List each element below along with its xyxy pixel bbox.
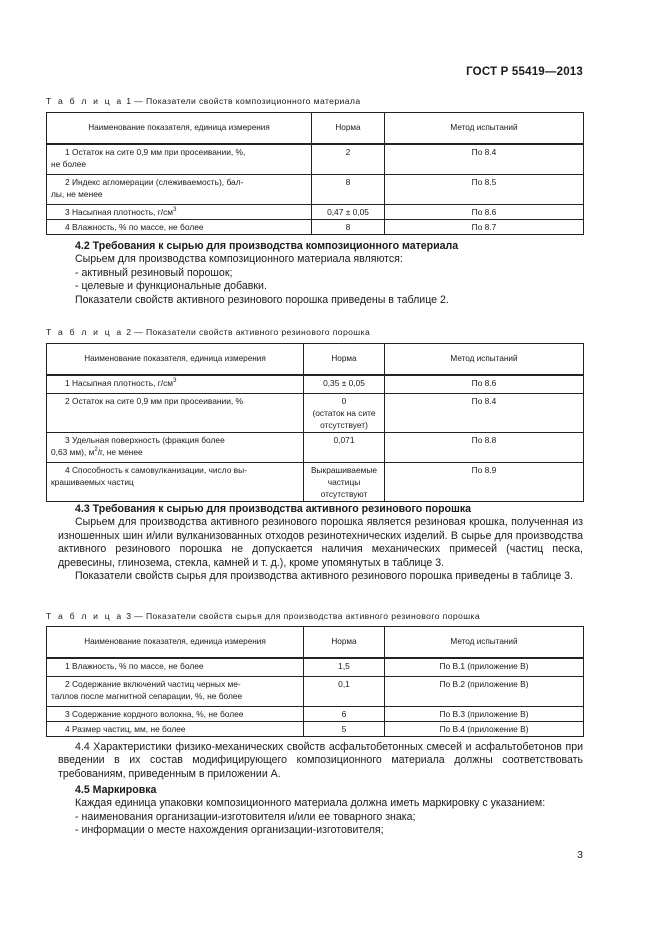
cell-name: 1 Влажность, % по массе, не более	[47, 658, 304, 676]
list-item: - активный резиновый порошок;	[75, 266, 233, 279]
section-heading: 4.2 Требования к сырью для производства композиционного материала	[75, 240, 459, 252]
section-4-2	[75, 240, 583, 307]
table-2-caption	[46, 327, 370, 337]
table-caption-text: 3 — Показатели свойств сырья для производства активного резинового порошка	[126, 611, 481, 621]
table-row	[47, 219, 584, 234]
column-header-norm: Норма	[304, 344, 385, 376]
cell-norm: 2	[312, 144, 385, 174]
table-header-row	[47, 344, 584, 376]
table-header-row	[47, 627, 584, 659]
cell-norm: 1,5	[304, 658, 385, 676]
cell-name: 3 Содержание кордного волокна, %, не более	[47, 706, 304, 721]
paragraph: Сырьем для производства активного резинового порошка является резиновая крошка, полученная из изношенных шин и/или вулканизованных отходов резинотехнических изделий. В сырье для производства активного резинового порошка не допускается наличия механических примесей (частиц песка, древесины, глинозема, стекла, камней и т. д.), кроме упомянутых в таблице 3.	[58, 516, 583, 569]
cell-method: По В.1 (приложение В)	[385, 658, 584, 676]
table-caption-text: 2 — Показатели свойств активного резинового порошка	[126, 327, 371, 337]
cell-name: 4 Влажность, % по массе, не более	[47, 219, 312, 234]
cell-method: По В.3 (приложение В)	[385, 706, 584, 721]
section-4-3	[58, 503, 583, 583]
section-4-4	[58, 741, 583, 781]
column-header-name: Наименование показателя, единица измерения	[47, 113, 312, 145]
paragraph-line: Сырьем для производства композиционного материала являются:	[75, 253, 403, 266]
table-row	[47, 432, 584, 462]
table-row	[47, 393, 584, 432]
document-id-header: ГОСТ Р 55419—2013	[466, 66, 583, 78]
list-item: - целевые и функциональные добавки.	[75, 280, 267, 293]
section-heading: 4.3 Требования к сырью для производства активного резинового порошка	[75, 503, 472, 515]
table-3	[46, 626, 584, 737]
column-header-norm: Норма	[304, 627, 385, 659]
table-row	[47, 706, 584, 721]
cell-norm: 0,071	[304, 432, 385, 462]
table-header-row	[47, 113, 584, 145]
column-header-name: Наименование показателя, единица измерения	[47, 344, 304, 376]
table-row	[47, 462, 584, 501]
paragraph-line: Каждая единица упаковки композиционного материала должна иметь маркировку с указанием:	[75, 797, 546, 810]
table-row	[47, 144, 584, 174]
cell-norm: 0,47 ± 0,05	[312, 204, 385, 219]
cell-name: 2 Остаток на сите 0,9 мм при просеивании, %	[47, 393, 304, 432]
table-row	[47, 204, 584, 219]
cell-name: 1 Насыпная плотность, $г/см^3$	[47, 375, 304, 393]
table-caption-prefix: Т а б л и ц а	[46, 96, 124, 106]
cell-method: По 8.7	[385, 219, 584, 234]
cell-norm: 0,1	[304, 676, 385, 706]
cell-name: 1 Остаток на сите 0,9 мм при просеивании, %, не более	[47, 144, 312, 174]
cell-norm: Выкрашиваемые частицы отсутствуют	[304, 462, 385, 501]
table-row	[47, 721, 584, 736]
cell-method: По 8.6	[385, 375, 584, 393]
cell-norm: 6	[304, 706, 385, 721]
table-caption-prefix: Т а б л и ц а	[46, 611, 124, 621]
cell-name: 2 Индекс агломерации (слеживаемость), бал- лы, не менее	[47, 174, 312, 204]
column-header-name: Наименование показателя, единица измерения	[47, 627, 304, 659]
paragraph: 4.4 Характеристики физико-механических свойств асфальтобетонных смесей и асфальтобетонов при введении в их состав модифицирующего композиционного материала должны соответствовать требованиям, приведенным в приложении А.	[58, 741, 583, 780]
cell-name: 3 Насыпная плотность, $г/см^3$	[47, 204, 312, 219]
cell-norm: 5	[304, 721, 385, 736]
table-row	[47, 676, 584, 706]
cell-norm: 0 (остаток на сите отсутствует)	[304, 393, 385, 432]
column-header-norm: Норма	[312, 113, 385, 145]
cell-method: По 8.8	[385, 432, 584, 462]
paragraph-line: Показатели свойств активного резинового порошка приведены в таблице 2.	[75, 293, 449, 306]
table-row	[47, 375, 584, 393]
list-item: - наименования организации-изготовителя и/или ее товарного знака;	[75, 810, 416, 823]
cell-method: По 8.4	[385, 144, 584, 174]
cell-method: По 8.9	[385, 462, 584, 501]
cell-name: 4 Способность к самовулканизации, число вы- крашиваемых частиц	[47, 462, 304, 501]
table-row	[47, 658, 584, 676]
table-row	[47, 174, 584, 204]
table-2	[46, 343, 584, 502]
cell-norm: 0,35 ± 0,05	[304, 375, 385, 393]
cell-name: 2 Содержание включений частиц черных ме- таллов после магнитной сепарации, %, не более	[47, 676, 304, 706]
cell-name: 4 Размер частиц, мм, не более	[47, 721, 304, 736]
page-number: 3	[577, 849, 583, 861]
cell-method: По 8.6	[385, 204, 584, 219]
column-header-method: Метод испытаний	[385, 627, 584, 659]
cell-method: По 8.5	[385, 174, 584, 204]
table-1	[46, 112, 584, 235]
table-3-caption	[46, 611, 480, 621]
cell-method: По В.2 (приложение В)	[385, 676, 584, 706]
section-heading: 4.5 Маркировка	[75, 784, 157, 796]
table-caption-text: 1 — Показатели свойств композиционного материала	[126, 96, 361, 106]
paragraph: Показатели свойств сырья для производства активного резинового порошка приведены в таблице 3.	[75, 570, 573, 583]
cell-method: По 8.4	[385, 393, 584, 432]
cell-norm: 8	[312, 174, 385, 204]
section-4-5	[75, 784, 583, 838]
table-caption-prefix: Т а б л и ц а	[46, 327, 124, 337]
table-1-caption	[46, 96, 361, 106]
cell-name: 3 Удельная поверхность (фракция более 0,63 мм), $м^2/г$, не менее	[47, 432, 304, 462]
list-item: - информации о месте нахождения организации-изготовителя;	[75, 824, 384, 837]
column-header-method: Метод испытаний	[385, 344, 584, 376]
column-header-method: Метод испытаний	[385, 113, 584, 145]
cell-norm: 8	[312, 219, 385, 234]
cell-method: По В.4 (приложение В)	[385, 721, 584, 736]
